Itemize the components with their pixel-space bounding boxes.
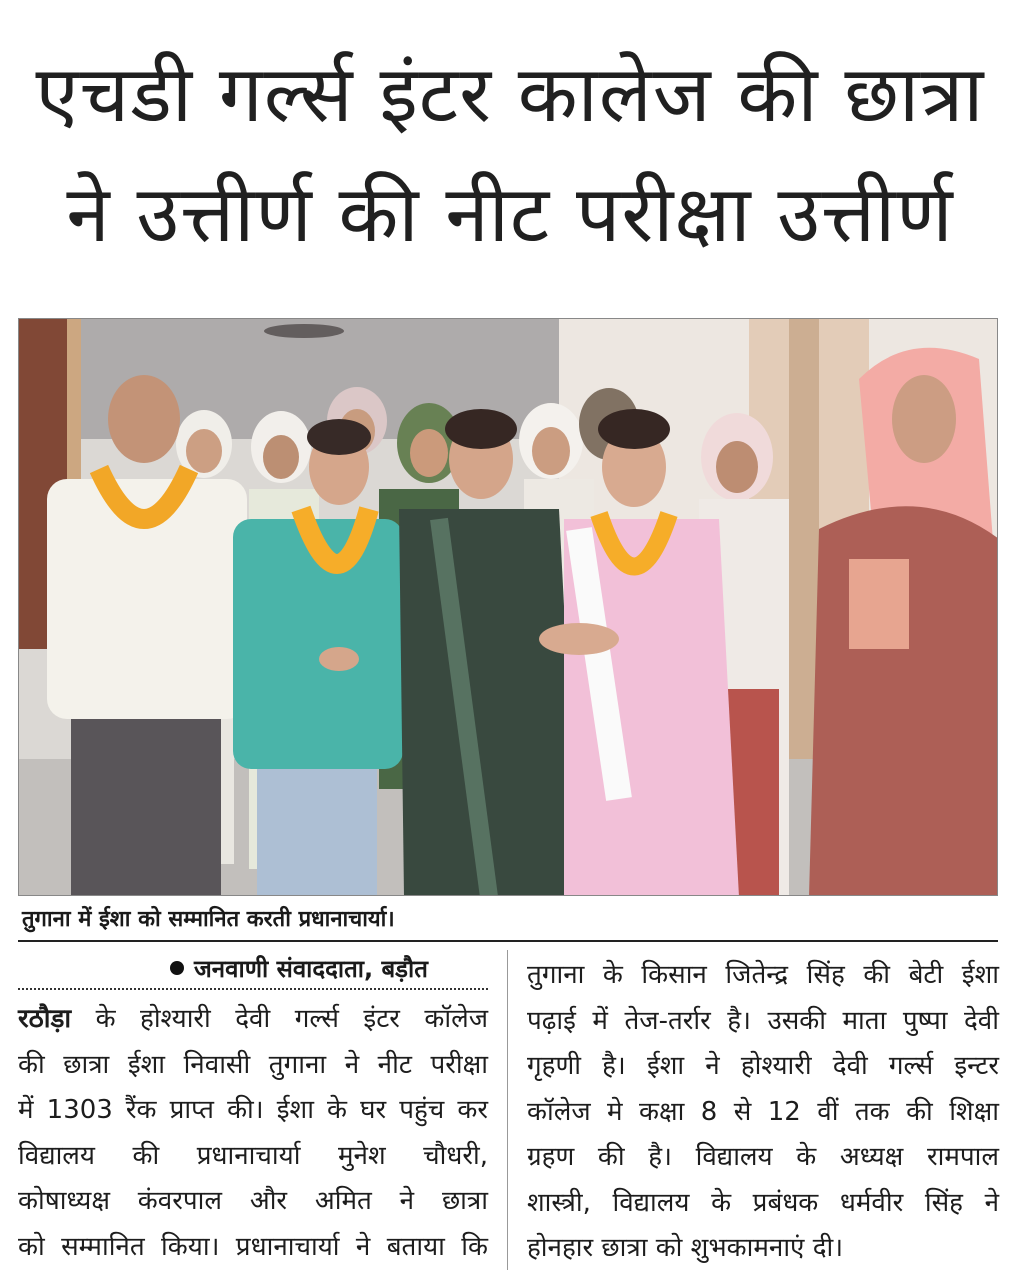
article-line: होनहार छात्रा को शुभकामनाएं दी।: [527, 1233, 844, 1263]
byline: [170, 952, 428, 986]
article-line: रठौड़ा के होश्यारी देवी गर्ल्स इंटर कॉलेज: [18, 1004, 489, 1034]
article-line: कॉलेज मे कक्षा 8 से 12 वीं तक की शिक्षा: [527, 1096, 999, 1127]
news-photo: [18, 318, 998, 896]
headline-line-2: ने उत्तीर्ण की नीट परीक्षा उत्तीर्ण: [66, 170, 954, 260]
group-photo-illustration: [19, 319, 998, 896]
byline-text: जनवाणी संवाददाता, बड़ौत: [194, 955, 428, 983]
byline-divider: [18, 988, 488, 990]
article-line: कोषाध्यक्ष कंवरपाल और अमित ने छात्रा: [18, 1186, 488, 1216]
article-line: में 1303 रैंक प्राप्त की। ईशा के घर पहुंच कर: [18, 1095, 488, 1125]
article-line: की छात्रा ईशा निवासी तुगाना ने नीट परीक्षा: [18, 1049, 488, 1080]
article-line: गृहणी है। ईशा ने होश्यारी देवी गर्ल्स इन्टर: [527, 1051, 999, 1081]
bullet-icon: [170, 961, 184, 975]
article-line: को सम्मानित किया। प्रधानाचार्या ने बताया कि: [18, 1231, 488, 1262]
caption-divider: [18, 940, 998, 942]
lead-word: रठौड़ा: [18, 1004, 72, 1034]
article-line: तुगाना के किसान जितेन्द्र सिंह की बेटी ईशा: [527, 960, 999, 990]
article-line: ग्रहण की है। विद्यालय के अध्यक्ष रामपाल: [527, 1142, 999, 1172]
article-line: विद्यालय की प्रधानाचार्या मुनेश चौधरी,: [18, 1140, 488, 1171]
headline-line-1: एचडी गर्ल्स इंटर कालेज की छात्रा: [35, 50, 985, 140]
article-column-left: [18, 997, 488, 1270]
photo-caption: तुगाना में ईशा को सम्मानित करती प्रधानाचार्या।: [22, 907, 395, 932]
article-line: शास्त्री, विद्यालय के प्रबंधक धर्मवीर सिंह ने: [527, 1187, 999, 1218]
article-column-right: [527, 953, 999, 1272]
column-divider: [507, 950, 508, 1270]
article-line: पढ़ाई में तेज-तर्रार है। उसकी माता पुष्पा देवी: [527, 1005, 999, 1036]
